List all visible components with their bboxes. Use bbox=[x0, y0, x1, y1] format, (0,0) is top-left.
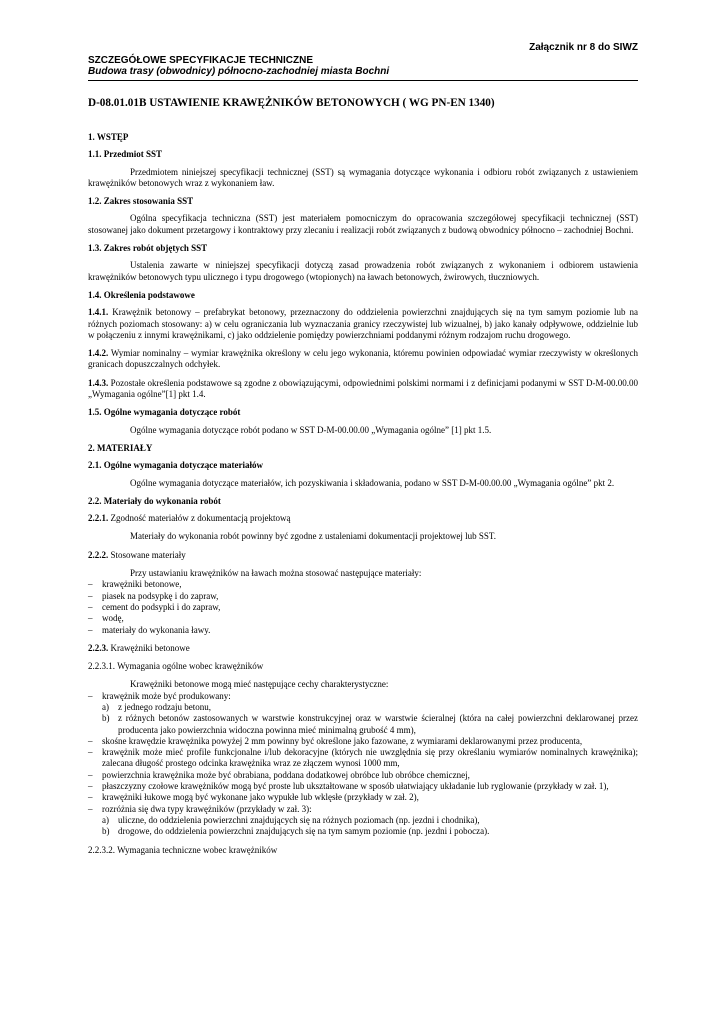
subsection-heading bbox=[88, 513, 638, 524]
paragraph: Ogólne wymagania dotyczące robót podano w SST D-M-00.00.00 „Wymagania ogólne” [1] pkt 1.5. bbox=[130, 424, 492, 435]
section-heading: 1.5. Ogólne wymagania dotyczące robót bbox=[88, 407, 241, 418]
list-item: – krawężniki betonowe, bbox=[88, 579, 638, 590]
sub-list-item bbox=[102, 713, 638, 736]
paragraph: Ustalenia zawarte w niniejszej specyfikacji dotyczą zasad prowadzenia robót związanych z wykonaniem i odbiorem ustawienia krawężników betonowych typu ulicznego i typu drogowego (wtopionych) na ławach betonowych, żwirowych, tłuczniowych. bbox=[88, 260, 638, 282]
sub-list-label: a) bbox=[102, 814, 109, 825]
header-title: SZCZEGÓŁOWE SPECYFIKACJE TECHNICZNE bbox=[88, 55, 314, 66]
sub-list-text: z jednego rodzaju betonu, bbox=[118, 701, 211, 712]
clause-number: 2.2.1. bbox=[88, 513, 109, 524]
paragraph: Przedmiotem niniejszej specyfikacji technicznej (SST) są wymagania dotyczące wykonania i odbioru robót związanych z ustawieniem krawężników betonowych wraz z wykonaniem ław. bbox=[88, 166, 638, 188]
section-heading: 1.1. Przedmiot SST bbox=[88, 149, 162, 160]
section-heading: 1.4. Określenia podstawowe bbox=[88, 289, 195, 300]
section-heading: 1.2. Zakres stosowania SST bbox=[88, 196, 194, 207]
subsection-heading bbox=[88, 643, 638, 654]
clause-number: 1.4.1. bbox=[88, 307, 109, 318]
list-item bbox=[88, 804, 638, 838]
sub-list-label: b) bbox=[102, 713, 110, 724]
clause-number: 2.2.2. bbox=[88, 549, 109, 560]
list-item-text: rozróżnia się dwa typy krawężników (przykłady w zał. 3): bbox=[102, 803, 312, 814]
clause-text: Stosowane materiały bbox=[108, 549, 186, 560]
paragraph: Przy ustawianiu krawężników na ławach można stosować następujące materiały: bbox=[130, 568, 422, 579]
list-item: – materiały do wykonania ławy. bbox=[88, 625, 638, 636]
sub-list-item bbox=[102, 702, 638, 713]
list-item: – płaszczyzny czołowe krawężników mogą być proste lub ukształtowane w sposób ułatwiający układanie lub ryglowanie (przykłady w zał. 1), bbox=[88, 781, 638, 792]
sub-list-text: drogowe, do oddzielenia powierzchni znajdujących się na tym samym poziomie (np. jezdni i pobocza). bbox=[118, 826, 490, 837]
sub-list-label: a) bbox=[102, 701, 109, 712]
paragraph bbox=[88, 378, 638, 401]
paragraph: Krawężniki betonowe mogą mieć następujące cechy charakterystyczne: bbox=[130, 679, 389, 690]
list-item bbox=[88, 691, 638, 736]
section-heading: 2.2. Materiały do wykonania robót bbox=[88, 495, 221, 506]
list-item: – skośne krawędzie krawężnika powyżej 2 mm powinny być określone jako fazowane, z wymiarami deklarowanymi przez producenta, bbox=[88, 736, 638, 747]
list-item: – powierzchnia krawężnika może być obrabiana, poddana dodatkowej obróbce lub obróbce chemicznej, bbox=[88, 770, 638, 781]
clause-text: Zgodność materiałów z dokumentacją projektową bbox=[108, 513, 291, 524]
attachment-label: Załącznik nr 8 do SIWZ bbox=[529, 42, 638, 53]
paragraph bbox=[88, 307, 638, 341]
list-item: – krawężnik może mieć profile funkcjonalne i/lub dekoracyjne (których nie uwzględnia się przy określaniu wymiarów nominalnych krawężnika); zalecana długość prostego odcinka krawężnika wraz ze złączem wynosi 1000 mm, bbox=[88, 747, 638, 770]
sub-list-text: uliczne, do oddzielenia powierzchni znajdujących się na różnych poziomach (np. jezdni i chodnika), bbox=[118, 814, 480, 825]
sub-list bbox=[102, 815, 638, 838]
sub-list-item bbox=[102, 826, 638, 837]
section-heading: 1. WSTĘP bbox=[88, 132, 129, 142]
clause-number: 2.2.3. bbox=[88, 642, 109, 653]
subsection-heading bbox=[88, 550, 638, 561]
sub-list-item bbox=[102, 815, 638, 826]
document-body bbox=[88, 132, 638, 856]
clause-number: 1.4.2. bbox=[88, 348, 109, 359]
clause-text: Pozostałe określenia podstawowe są zgodne z obowiązującymi, odpowiednimi polskimi normami i z definicjami podanymi w SST D-M-00.00.00 „Wymagania ogólne”[1] pkt 1.4. bbox=[88, 377, 638, 400]
materials-list bbox=[88, 579, 638, 635]
clause-text: Krawężnik betonowy – prefabrykat betonowy, przeznaczony do oddzielenia powierzchni znajdujących się na tym samym poziomie lub na różnych poziomach stosowany: a) w celu ograniczania lub wyznaczania granicy rzeczywistej lub wizualnej, b) jako kanały odpływowe, oddzielnie lub w połączeniu z innymi krawężnikami, c) jako oddzielenie pomiędzy powierzchniami poddanymi różnym rodzajom ruchu drogowego. bbox=[88, 307, 638, 340]
clause-number: 1.4.3. bbox=[88, 377, 109, 388]
paragraph: Ogólne wymagania dotyczące materiałów, ich pozyskiwania i składowania, podano w SST D-M-00.00.00 „Wymagania ogólne” pkt 2. bbox=[130, 477, 615, 488]
header-subtitle: Budowa trasy (obwodnicy) północno-zachodniej miasta Bochni bbox=[88, 66, 390, 77]
section-heading: 2. MATERIAŁY bbox=[88, 442, 153, 453]
sub-list-text: z różnych betonów zastosowanych w warstwie konstrukcyjnej oraz w warstwie ścieralnej (która na całej powierzchni deklarowanej przez producenta jako powierzchnia widoczna powinna mieć minimalną grubość 4 mm), bbox=[118, 713, 638, 735]
section-heading: 2.1. Ogólne wymagania dotyczące materiałów bbox=[88, 460, 263, 471]
clause-text: Wymiar nominalny – wymiar krawężnika określony w celu jego wykonania, któremu powinien odpowiadać wymiar rzeczywisty w określonych granicach dopuszczalnych odchyłek. bbox=[88, 348, 638, 370]
list-item-text: krawężnik może być produkowany: bbox=[102, 690, 231, 701]
paragraph: Ogólna specyfikacja techniczna (SST) jest materiałem pomocniczym do opracowania szczegółowej specyfikacji technicznej (SST) stosowanej jako dokument przetargowy i kontraktowy przy zlecaniu i realizacji robót związanych z budową obwodnicy północno – zachodniej Bochni. bbox=[88, 213, 638, 235]
subsection-heading: 2.2.3.1. Wymagania ogólne wobec krawężników bbox=[88, 661, 264, 672]
list-item: – cement do podsypki i do zapraw, bbox=[88, 602, 638, 613]
features-list bbox=[88, 691, 638, 838]
clause-text: Krawężniki betonowe bbox=[108, 642, 190, 653]
list-item: – krawężniki łukowe mogą być wykonane jako wypukłe lub wklęsłe (przykłady w zał. 2), bbox=[88, 792, 638, 803]
header-divider bbox=[88, 80, 638, 81]
subsection-heading: 2.2.3.2. Wymagania techniczne wobec krawężników bbox=[88, 844, 278, 855]
paragraph bbox=[88, 348, 638, 371]
document-title: D-08.01.01B USTAWIENIE KRAWĘŻNIKÓW BETONOWYCH ( WG PN-EN 1340) bbox=[88, 97, 495, 109]
list-item: – piasek na podsypkę i do zapraw, bbox=[88, 591, 638, 602]
section-heading: 1.3. Zakres robót objętych SST bbox=[88, 243, 208, 254]
sub-list-label: b) bbox=[102, 826, 110, 837]
paragraph: Materiały do wykonania robót powinny być zgodne z ustaleniami dokumentacji projektowej lub SST. bbox=[130, 531, 497, 542]
list-item: – wodę, bbox=[88, 613, 638, 624]
sub-list bbox=[102, 702, 638, 736]
